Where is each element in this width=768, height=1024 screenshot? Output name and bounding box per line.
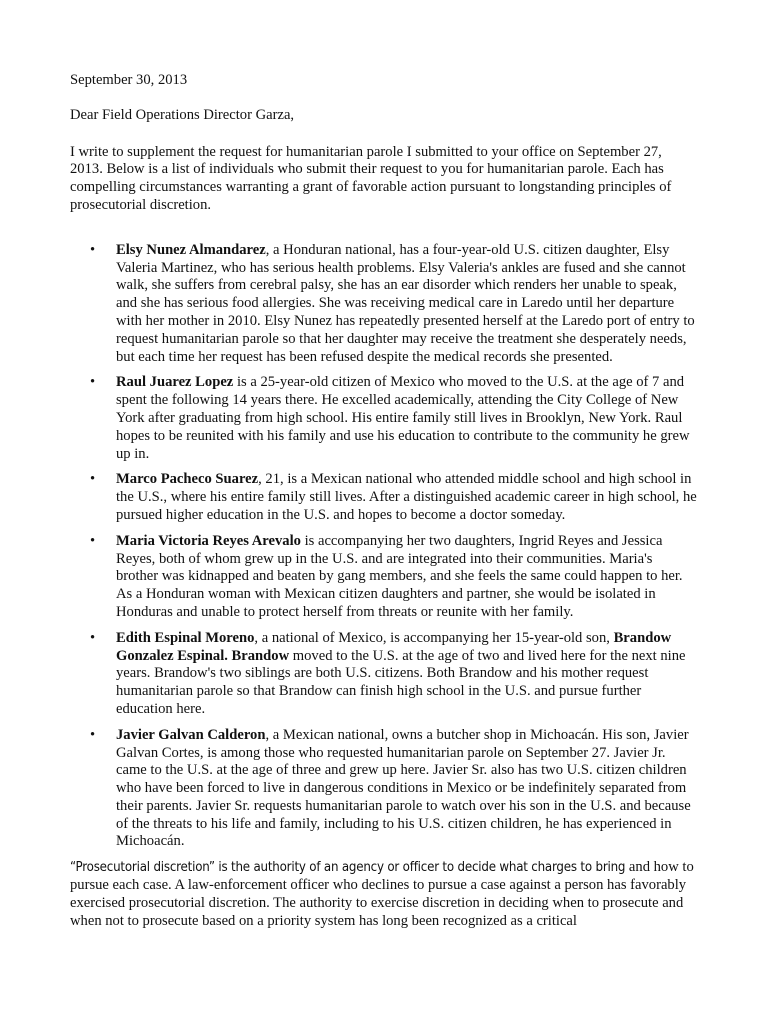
paragraph-body: and how to pursue each case. A law-enforcement officer who declines to pursue a case against a person has favorably exercised prosecutorial discretion. The authority to exercise discretion in deciding when to prosecute and when not to prosecute based on a priority system has long been recognized as a critical — [70, 859, 694, 929]
prosecutorial-discretion-paragraph — [70, 859, 698, 930]
case-name: Edith Espinal Moreno — [116, 629, 255, 646]
bullet-icon: • — [90, 241, 96, 258]
case-description: , a Honduran national, has a four-year-old U.S. citizen daughter, Elsy Valeria Martinez, who has serious health problems. Elsy Valeria's ankles are fused and she cannot walk, she suffers from cerebral palsy, she has an ear disorder which renders her unable to speak, and she has serious food allergies. She was receiving medical care in Laredo until her departure with her mother in 2010. Elsy Nunez has repeatedly presented herself at the Laredo port of entry to request humanitarian parole so that her daughter may receive the treatment she desperately needs, but each time her request has been refused despite the medical records she presented. — [116, 241, 695, 365]
case-description: is a 25-year-old citizen of Mexico who moved to the U.S. at the age of 7 and spent the following 14 years there. He excelled academically, attending the City College of New York after graduating from high school. His entire family still lives in Brooklyn, New York. Raul hopes to be reunited with his family and use his education to contribute to the community he grew up in. — [116, 374, 690, 462]
case-description-continued: moved to the U.S. at the age of two and lived here for the next nine years. Brandow's two siblings are both U.S. citizens. Both Brandow and his mother request humanitarian parole so that Brandow can finish high school in the U.S. and pursue further education here. — [116, 647, 686, 717]
case-description: is accompanying her two daughters, Ingrid Reyes and Jessica Reyes, both of whom grew up in the U.S. and are integrated into their communities. Maria's brother was kidnapped and beaten by gang members, and she feels the same could happen to her. As a Honduran woman with Mexican citizen daughters and partner, she would be isolated in Honduras and unable to protect herself from threats or reunite with her family. — [116, 532, 683, 620]
bullet-icon: • — [90, 726, 96, 743]
bullet-icon: • — [90, 374, 96, 391]
letter-page — [70, 72, 698, 930]
bullet-icon: • — [90, 629, 96, 646]
list-item — [90, 374, 698, 463]
case-name: Maria Victoria Reyes Arevalo — [116, 532, 301, 549]
case-list — [70, 242, 698, 852]
case-name: Javier Galvan Calderon — [116, 726, 266, 743]
paragraph-opening: “Prosecutorial discretion” is the authority of an agency or officer to decide what charges to bring — [70, 860, 626, 876]
case-name-secondary: Brandow Gonzalez Espinal. Brandow — [116, 629, 672, 664]
bullet-icon: • — [90, 532, 96, 549]
case-name: Elsy Nunez Almandarez — [116, 241, 266, 258]
letter-intro-paragraph: I write to supplement the request for humanitarian parole I submitted to your office on September 27, 2013. Below is a list of individuals who submit their request to you for humanitarian parole. Each has compelling circumstances warranting a grant of favorable action pursuant to longstanding principles of prosecutorial discretion. — [70, 143, 672, 213]
list-item — [90, 241, 698, 367]
list-item — [90, 629, 698, 719]
list-item — [90, 471, 698, 524]
list-item — [90, 532, 698, 622]
case-name: Raul Juarez Lopez — [116, 374, 234, 391]
letter-date: September 30, 2013 — [70, 72, 188, 88]
list-item — [90, 726, 698, 852]
case-description: , 21, is a Mexican national who attended middle school and high school in the U.S., where his entire family still lives. After a distinguished academic career in high school, he pursued higher education in the U.S. and hopes to become a doctor someday. — [116, 471, 697, 523]
case-name: Marco Pacheco Suarez — [116, 471, 259, 488]
case-description: , a Mexican national, owns a butcher shop in Michoacán. His son, Javier Galvan Cortes, is among those who requested humanitarian parole on September 27. Javier Jr. came to the U.S. at the age of three and grew up here. Javier Sr. also has two U.S. citizen children who have been forced to live in dangerous conditions in Mexico or be indefinitely separated from their parents. Javier Sr. requests humanitarian parole to watch over his son in the U.S. and because of the threats to his life and family, including to his U.S. citizen children, he has experienced in Michoacán. — [116, 726, 691, 850]
letter-salutation: Dear Field Operations Director Garza, — [70, 106, 295, 123]
bullet-icon: • — [90, 471, 96, 488]
case-description: , a national of Mexico, is accompanying her 15-year-old son, — [254, 629, 614, 646]
